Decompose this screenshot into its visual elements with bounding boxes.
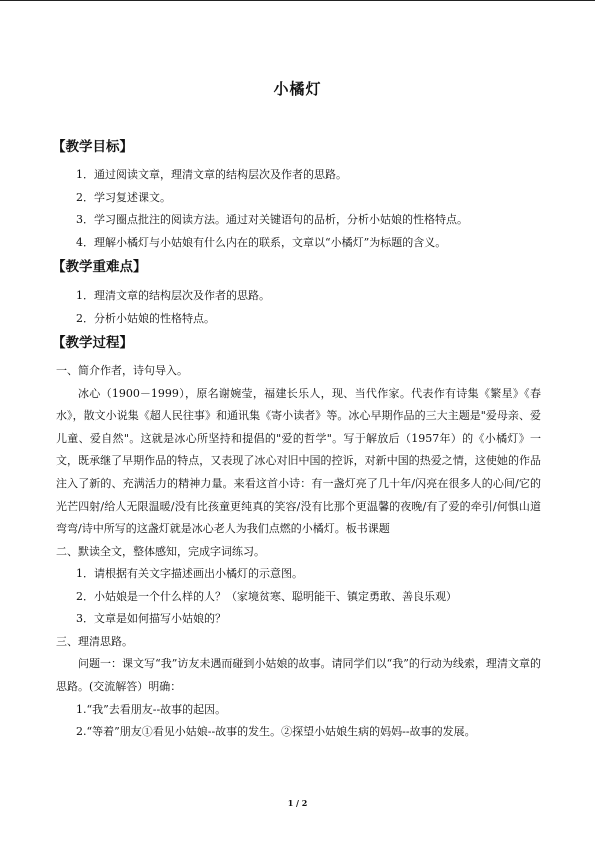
goal-item: 4．理解小橘灯与小姑娘有什么内在的联系，文章以“小橘灯”为标题的含义。 <box>76 235 447 249</box>
process-part1-body: 冰心（1900－1999），原名谢婉莹，福建长乐人，现、当代作家。代表作有诗集《繁星》《春水》，散文小说集《超人民往事》和通讯集《寄小读者》等。冰心早期作品的三大主题是"爱母亲、爱儿童、爱自然"。这就是冰心所坚持和提倡的"爱的哲学"。写于解放后（1957年）的《小橘灯》一文，既承继了早期作品的特点，又表现了冰心对旧中国的控诉，对新中国的热爱之情，这使她的作品注入了新的、充满活力的精神力量。来看这首小诗：有一盏灯亮了几十年/闪亮在很多人的心间/它的光芒四射/给人无限温暖/没有比孩童更纯真的笑容/没有比那个更温馨的夜晚/有了爱的牵引/何惧山道弯弯/诗中所写的这盏灯就是冰心老人为我们点燃的小橘灯。板书课题 <box>56 386 541 536</box>
key-point-item: 2．分析小姑娘的性格特点。 <box>76 312 215 325</box>
process-part2-item: 3．文章是如何描写小姑娘的？ <box>76 612 226 626</box>
key-point-item: 1．理清文章的结构层次及作者的思路。 <box>76 289 270 302</box>
top-border-line <box>0 0 595 1</box>
process-part3-list <box>56 699 541 744</box>
document-body <box>52 138 541 744</box>
goal-item: 3．学习圈点批注的阅读方法。通过对关键语句的品析，分析小姑娘的性格特点。 <box>76 213 468 226</box>
process-part2-list <box>56 563 541 631</box>
process-part3-item: 1.“我”去看朋友--故事的起因。 <box>76 702 227 716</box>
process-part3-body: 问题一：课文写“我”访友未遇而碰到小姑娘的故事。请同学们以“我”的行动为线索，理清文章的思路。(交流解答）明确： <box>56 657 541 694</box>
process-part3-item: 2.“等着”朋友①看见小姑娘--故事的发生。②探望小姑娘生病的妈妈--故事的发展。 <box>76 725 476 739</box>
process-part2-item: 2．小姑娘是一个什么样的人？（家境贫寒、聪明能干、镇定勇敢、善良乐观） <box>76 589 457 603</box>
section-heading-process: 【教学过程】 <box>52 335 133 351</box>
key-points-list <box>56 284 541 330</box>
process-part2-title: 二、默读全文，整体感知，完成字词练习。 <box>56 544 265 558</box>
section-heading-goals: 【教学目标】 <box>52 139 133 155</box>
page-number: 1 / 2 <box>287 798 308 808</box>
process-part3-title: 三、理清思路。 <box>56 634 133 648</box>
goal-item: 2．学习复述课文。 <box>76 190 171 204</box>
section-heading-key-points: 【教学重难点】 <box>52 259 147 275</box>
goals-list <box>56 164 541 254</box>
goal-item: 1．通过阅读文章，理清文章的结构层次及作者的思路。 <box>76 168 347 181</box>
process-part1-title: 一、简介作者，诗句导入。 <box>56 364 188 377</box>
document-title: 小橘灯 <box>273 80 322 98</box>
process-part2-item: 1．请根据有关文字描述画出小橘灯的示意图。 <box>76 567 303 581</box>
